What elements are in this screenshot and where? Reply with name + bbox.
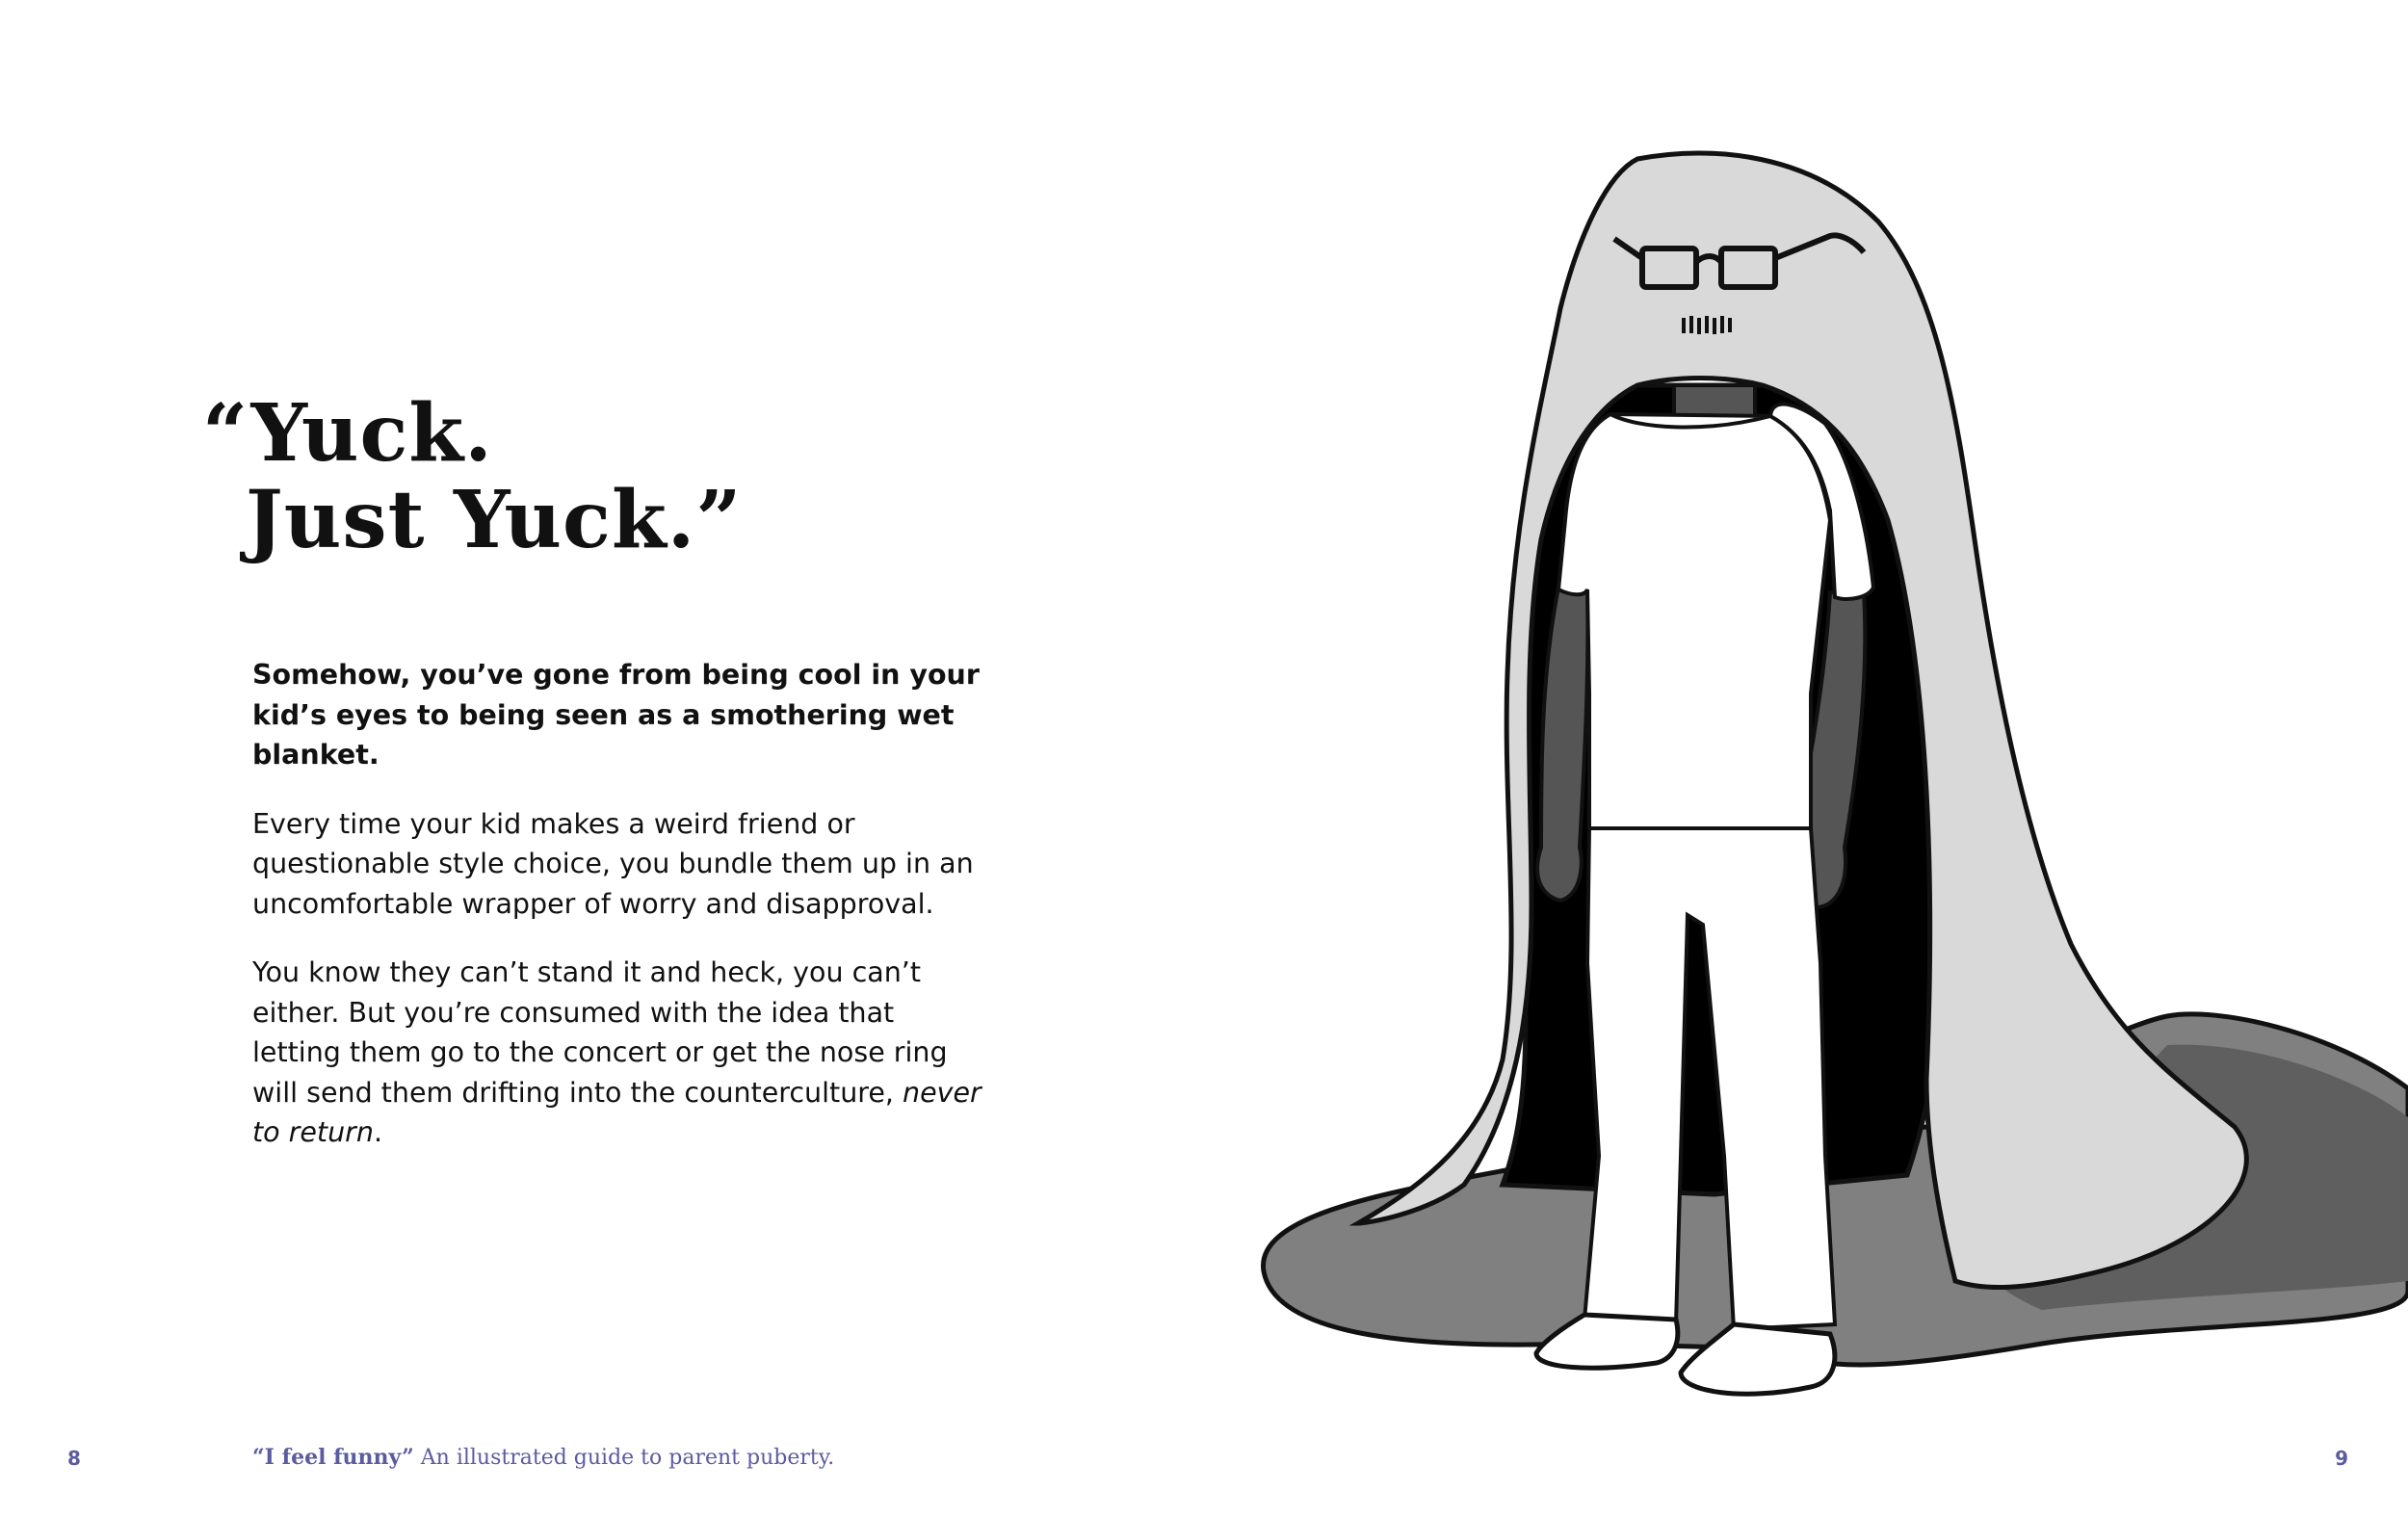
body-copy [252,655,984,1182]
page-number-left: 8 [67,1447,81,1470]
body-paragraph-2-text: You know they can’t stand it and heck, you can’t either. But you’re consumed with the idea that letting them go to the concert or get the nose ring will send them drifting into the counterculture, [252,956,948,1109]
body-paragraph-2-emphasis: never to return [252,1076,982,1148]
headline-line-2: Just Yuck.” [246,474,743,566]
body-paragraph-2-end: . [373,1116,383,1148]
blanket-ghost-parent-illustration [1243,135,2408,1425]
body-paragraph-2 [252,953,984,1153]
lead-paragraph: Somehow, you’ve gone from being cool in your kid’s eyes to being seen as a smothering wet blanket. [252,659,980,771]
book-tagline: An illustrated guide to parent puberty. [413,1446,835,1470]
body-paragraph-1: Every time your kid makes a weird friend or questionable style choice, you bundle them up in an uncomfortable wrapper of worry and disapproval. [252,807,974,920]
running-footer [252,1445,834,1470]
page-number-right: 9 [2335,1447,2348,1470]
headline-line-1: “Yuck. [202,387,493,480]
page-headline [202,387,743,566]
book-title: “I feel funny” [252,1445,414,1470]
mustache-icon [1684,316,1730,334]
